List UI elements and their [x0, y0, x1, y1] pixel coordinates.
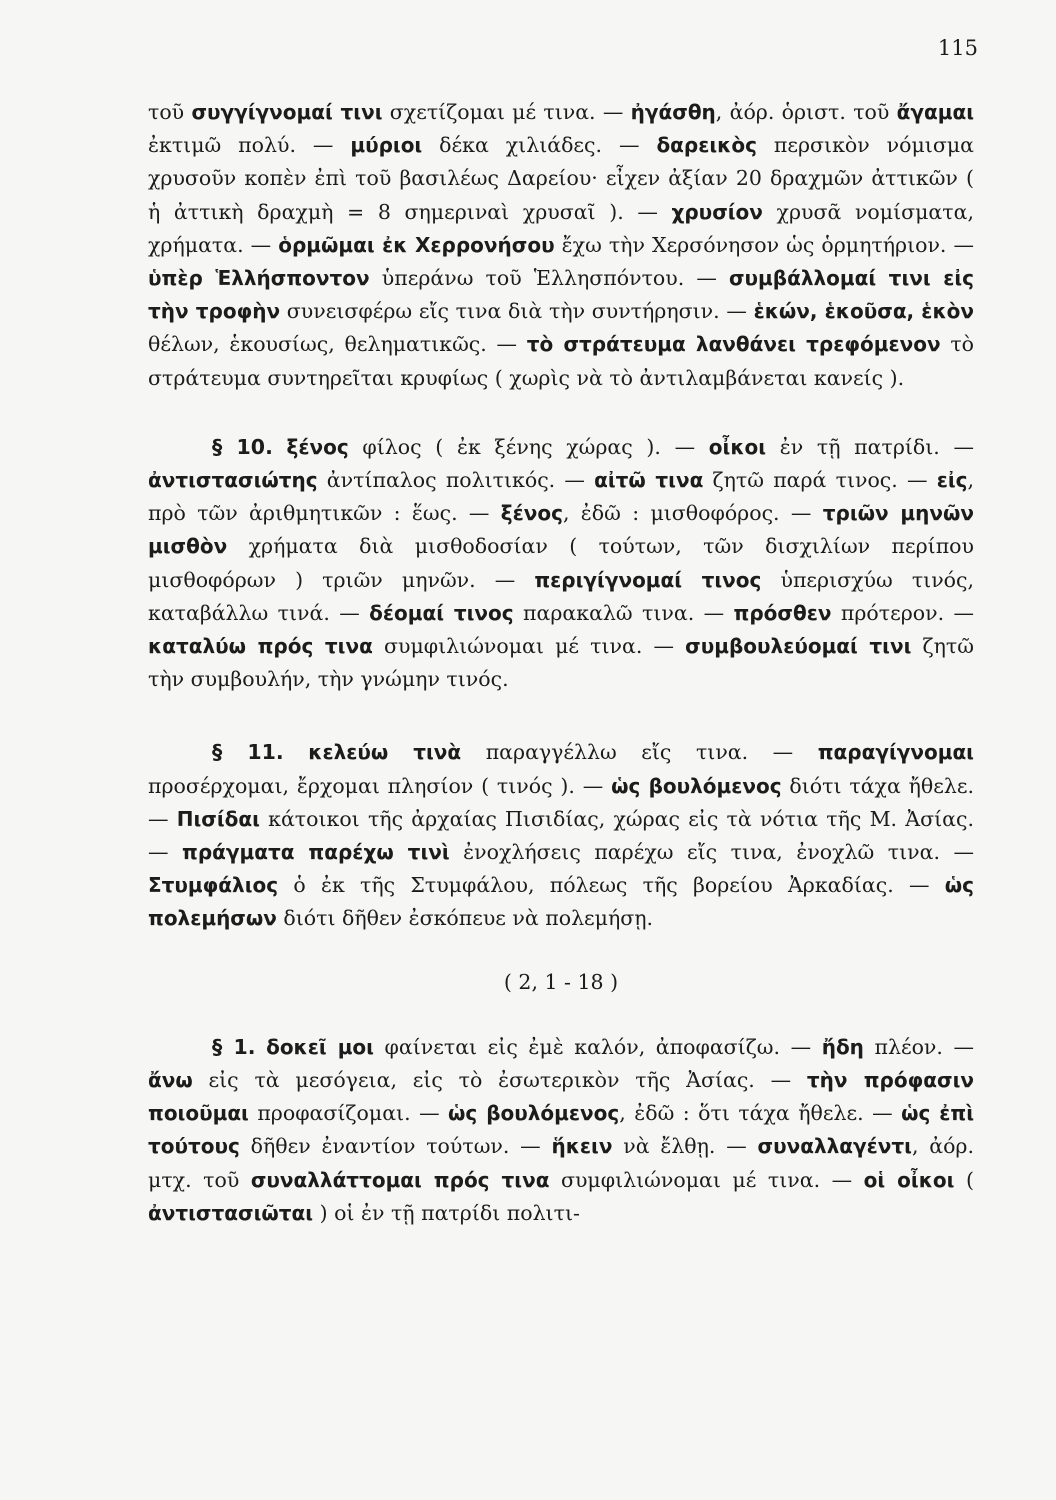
glossary-term: οἱ οἶκοι [863, 1167, 955, 1192]
glossary-term: περιγίγνομαί τινος [534, 567, 762, 592]
glossary-definition: σχετίζομαι μέ τινα. — [382, 100, 631, 124]
glossary-term: συμβουλεύομαί τινι [685, 634, 912, 659]
spacer [148, 999, 974, 1031]
glossary-term: ἠγάσθη [630, 100, 716, 124]
section-label: § 11. [212, 740, 284, 765]
glossary-definition: τοῦ [148, 100, 192, 124]
glossary-term: εἰς [936, 468, 968, 493]
section-paragraph [148, 431, 974, 697]
section-paragraph [148, 736, 974, 935]
glossary-term: συγγίγνομαί τινι [191, 100, 383, 124]
glossary-definition: πρότερον. — [831, 600, 975, 625]
glossary-definition: εἰς τὰ μεσόγεια, εἰς τὸ ἐσωτερικὸν τῆς Ἀσίας. — [192, 1068, 807, 1093]
glossary-definition: ἐν τῇ πατρίδι. — [766, 434, 974, 459]
glossary-definition [284, 740, 309, 764]
glossary-definition: προφασίζομαι. — [248, 1101, 449, 1126]
glossary-definition: πλέον. — [863, 1034, 974, 1059]
glossary-definition: ὑπεράνω τοῦ Ἑλλησπόντου. — [369, 266, 729, 291]
glossary-definition: ὑπερισχύω τινός, καταβάλλω τινά. — [148, 567, 975, 625]
glossary-definition: ὁ ἐκ τῆς Στυμφάλου, πόλεως τῆς βορείου Ἀρκαδίας. — [278, 873, 945, 898]
page-number: 115 [937, 36, 978, 60]
glossary-term: χρυσίον [671, 199, 763, 224]
glossary-term: ἄγαμαι [896, 100, 974, 124]
glossary-definition: παρακαλῶ τινα. — [513, 600, 734, 625]
glossary-definition: κάτοικοι τῆς ἀρχαίας Πισιδίας, χώρας εἰς τὰ νότια τῆς Μ. Ἀσίας. — [148, 806, 974, 865]
glossary-definition: συνεισφέρω εἴς τινα διὰ τὴν συντήρησιν. — [280, 299, 754, 324]
glossary-definition: διότι τάχα ἤθελε. — [148, 773, 974, 831]
glossary-definition: διότι δῆθεν ἐσκόπευε νὰ πολεμήσῃ. [276, 906, 654, 931]
glossary-term: αἰτῶ τινα [594, 468, 704, 493]
glossary-term: μύριοι [350, 133, 423, 158]
glossary-definition: θέλων, ἑκουσίως, θεληματικῶς. — [148, 332, 527, 357]
glossary-term: ὁρμῶμαι ἐκ Χερρονήσου [278, 232, 555, 257]
glossary-definition: ἔχω τὴν Χερσόνησον ὡς ὁρμητήριον. — [554, 232, 974, 257]
glossary-term: ὡς βουλόμενος [611, 773, 782, 798]
chapter-reference-heading: ( 2, 1 - 18 ) [503, 969, 619, 994]
glossary-term: κελεύω τινὰ [308, 740, 462, 765]
glossary-term: ἀντιστασιῶται [148, 1200, 314, 1225]
section-label: § 10. [212, 434, 273, 459]
glossary-definition: ἀντίπαλος πολιτικός. — [317, 468, 595, 493]
spacer [148, 936, 974, 966]
glossary-definition: , ἐδῶ : μισθοφόρος. — [562, 501, 823, 526]
glossary-term: Στυμφάλιος [148, 873, 279, 898]
glossary-term: ἀντιστασιώτης [148, 468, 318, 493]
glossary-term: ἑκών, ἑκοῦσα, ἑκὸν [753, 299, 975, 324]
glossary-term: πρόσθεν [733, 600, 832, 625]
glossary-term: ὡς πολεμήσων [148, 873, 974, 931]
glossary-definition: δέκα χιλιάδες. — [422, 133, 657, 158]
glossary-definition: τὸ στράτευμα συντηρεῖται κρυφίως ( χωρὶς νὰ τὸ ἀντιλαμβάνεται κανείς ). [148, 332, 974, 390]
glossary-definition: φαίνεται εἰς ἐμὲ καλόν, ἀποφασίζω. — [373, 1034, 822, 1059]
glossary-paragraph [148, 96, 974, 395]
glossary-definition: δῆθεν ἐναντίον τούτων. — [239, 1134, 552, 1159]
glossary-term: παραγίγνομαι [817, 740, 974, 765]
spacer [148, 395, 974, 431]
section-label: § 1. [212, 1034, 256, 1059]
glossary-term: ὡς βουλόμενος [448, 1101, 620, 1126]
glossary-definition: ἐκτιμῶ πολύ. — [148, 133, 351, 158]
glossary-definition: , ἐδῶ : ὅτι τάχα ἤθελε. — [619, 1101, 902, 1126]
glossary-term: ἄνω [148, 1068, 193, 1093]
glossary-definition: ζητῶ τὴν συμβουλήν, τὴν γνώμην τινός. [148, 634, 974, 692]
glossary-term: τριῶν μηνῶν μισθὸν [148, 501, 974, 559]
glossary-definition: προσέρχομαι, ἔρχομαι πλησίον ( τινός ). — [148, 773, 612, 798]
glossary-definition: περσικὸν νόμισμα χρυσοῦν κοπὲν ἐπὶ τοῦ βασιλέως Δαρείου· εἶχεν ἀξίαν 20 δραχμῶν ἀττικῶν ( ἡ ἀττικὴ δραχμὴ = 8 σημεριναὶ χρυσαῖ ). — [148, 133, 974, 224]
glossary-term: ξένος [500, 501, 563, 526]
glossary-definition: ) οἱ ἐν τῇ πατρίδι πολιτι- [313, 1200, 580, 1225]
spacer [148, 696, 974, 736]
glossary-definition: ( [954, 1167, 974, 1192]
glossary-definition [256, 1035, 267, 1059]
glossary-definition: ἐνοχλήσεις παρέχω εἴς τινα, ἐνοχλῶ τινα. — [449, 840, 974, 865]
glossary-definition: συμφιλιώνομαι μέ τινα. — [549, 1167, 864, 1192]
glossary-term: ὡς ἐπὶ τούτους [148, 1101, 974, 1159]
glossary-definition: φίλος ( ἐκ ξένης χώρας ). — [348, 434, 709, 459]
glossary-definition: χρυσᾶ νομίσματα, χρήματα. — [148, 199, 974, 257]
glossary-term: ξένος [286, 434, 349, 459]
glossary-definition: νὰ ἔλθῃ. — [612, 1134, 758, 1159]
glossary-definition: , ἀόρ. ὁριστ. τοῦ [715, 100, 897, 124]
glossary-term: πράγματα παρέχω τινὶ [182, 840, 450, 865]
glossary-term: ἤδη [821, 1034, 864, 1059]
glossary-term: ὑπὲρ Ἑλλήσποντον [148, 266, 370, 291]
page-body [148, 96, 974, 1230]
glossary-term: τὴν πρόφασιν ποιοῦμαι [148, 1068, 974, 1126]
glossary-definition: παραγγέλλω εἴς τινα. — [461, 740, 818, 765]
glossary-term: οἶκοι [708, 434, 767, 459]
glossary-term: συναλλαγέντι [757, 1134, 912, 1159]
glossary-term: τὸ στράτευμα λανθάνει τρεφόμενον [526, 332, 941, 357]
glossary-definition: , ἀόρ. μτχ. τοῦ [148, 1134, 975, 1192]
glossary-term: δέομαί τινος [369, 600, 514, 625]
glossary-definition: συμφιλιώνομαι μέ τινα. — [372, 634, 686, 659]
glossary-term: συμβάλλομαί τινι εἰς τὴν τροφὴν [148, 266, 974, 324]
glossary-term: ἥκειν [551, 1134, 613, 1159]
glossary-term: δαρεικὸς [656, 133, 757, 158]
glossary-term: δοκεῖ μοι [266, 1034, 374, 1059]
glossary-definition: χρήματα διὰ μισθοδοσίαν ( τούτων, τῶν δισχιλίων περίπου μισθοφόρων ) τριῶν μηνῶν. — [148, 534, 974, 592]
glossary-definition: , πρὸ τῶν ἀριθμητικῶν : ἕως. — [148, 468, 974, 526]
glossary-term: συναλλάττομαι πρός τινα [250, 1167, 550, 1192]
glossary-term: Πισίδαι [176, 806, 260, 831]
section-paragraph [148, 1031, 974, 1230]
glossary-definition: ζητῶ παρά τινος. — [703, 468, 937, 493]
glossary-definition [273, 435, 287, 459]
glossary-term: καταλύω πρός τινα [148, 634, 373, 659]
